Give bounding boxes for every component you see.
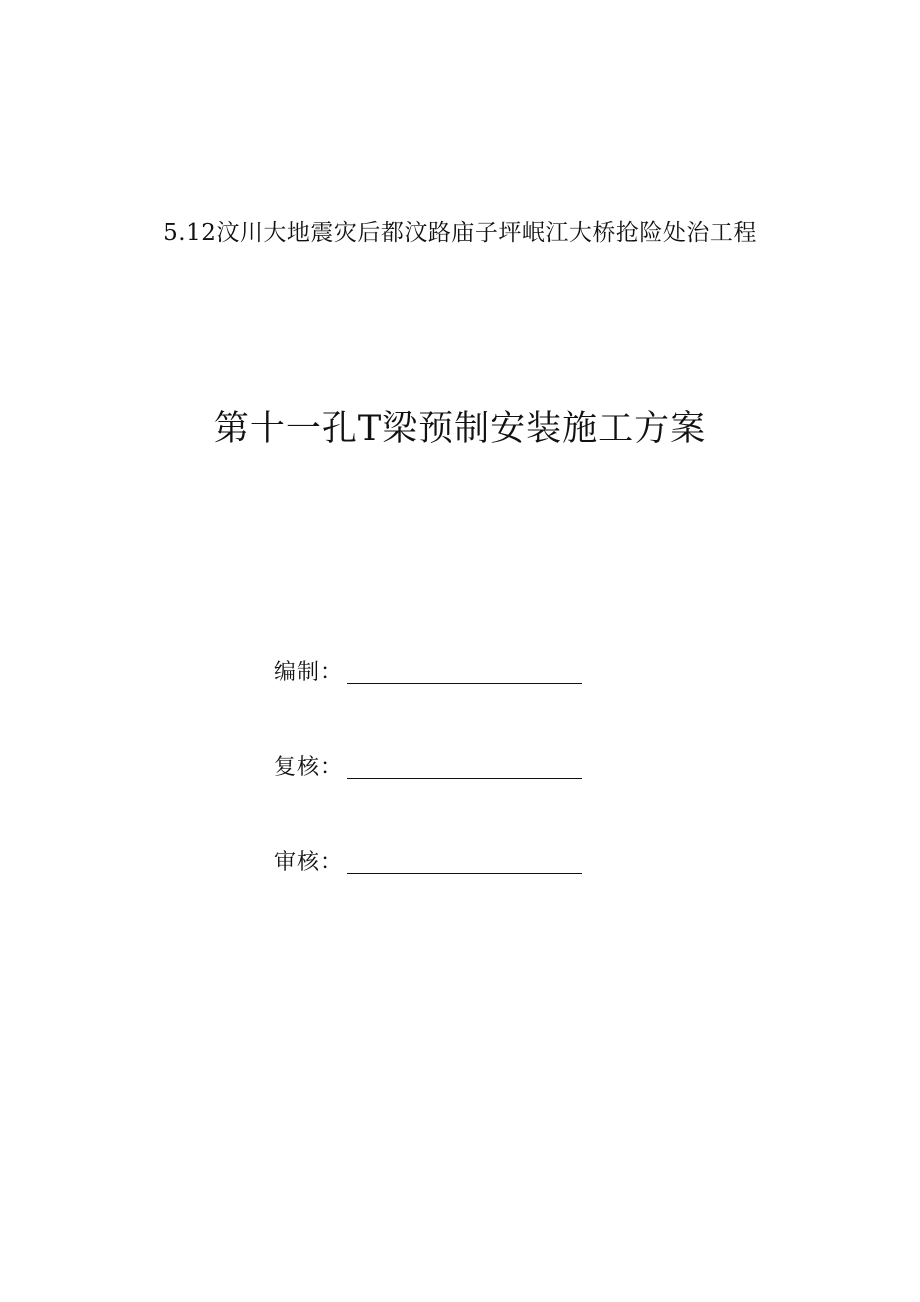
checked-by-line bbox=[347, 756, 582, 779]
reviewed-by-line bbox=[347, 851, 582, 874]
document-title: 第十一孔T梁预制安装施工方案 bbox=[213, 409, 707, 449]
signature-row-checked-by bbox=[274, 743, 582, 783]
project-title: 5.12汶川大地震灾后都汶路庙子坪岷江大桥抢险处治工程 bbox=[163, 220, 757, 246]
signature-row-reviewed-by bbox=[274, 838, 582, 878]
signature-row-compiled-by bbox=[274, 648, 582, 688]
compiled-by-line bbox=[347, 661, 582, 684]
checked-by-label: 复核： bbox=[274, 755, 344, 780]
reviewed-by-label: 审核： bbox=[274, 850, 344, 875]
compiled-by-label: 编制： bbox=[274, 660, 344, 685]
